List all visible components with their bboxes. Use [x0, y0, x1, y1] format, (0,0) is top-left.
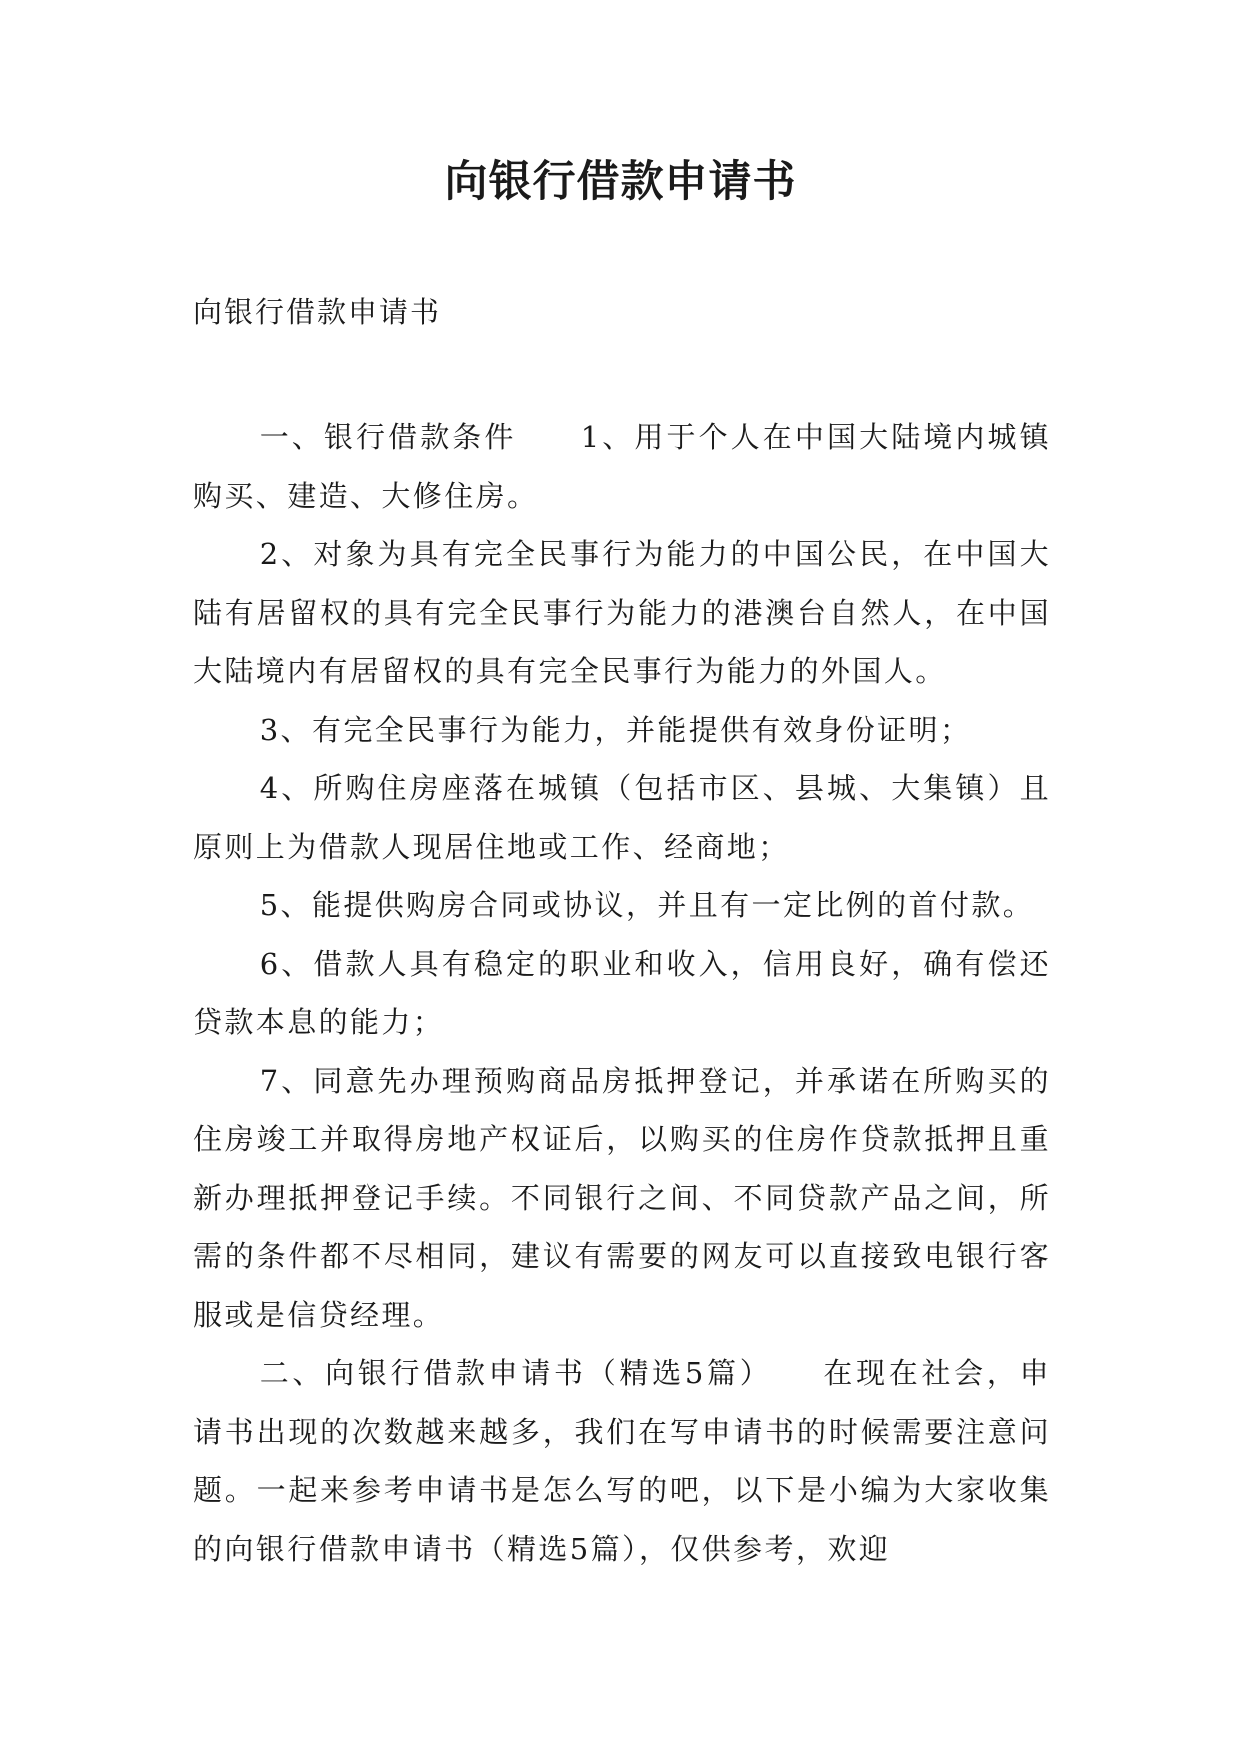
paragraph-application-intro: 二、向银行借款申请书（精选5篇） 在现在社会，申请书出现的次数越来越多，我们在写申请书的时候需要注意问题。一起来参考申请书是怎么写的吧，以下是小编为大家收集的向银行借款申请书（精选5篇），仅供参考，欢迎 [193, 1356, 1051, 1566]
document-subtitle: 向银行借款申请书 [193, 295, 442, 329]
paragraph-capacity-identity: 3、有完全民事行为能力，并能提供有效身份证明； [259, 712, 972, 747]
paragraph-income-credit: 6、借款人具有稳定的职业和收入，信用良好，确有偿还贷款本息的能力； [193, 946, 1051, 1039]
paragraph-mortgage-registration: 7、同意先办理预购商品房抵押登记，并承诺在所购买的住房竣工并取得房地产权证后，以购买的住房作贷款抵押且重新办理抵押登记手续。不同银行之间、不同贷款产品之间，所需的条件都不尽相同，建议有需要的网友可以直接致电银行客服或是信贷经理。 [193, 1063, 1051, 1332]
paragraph-purchase-contract: 5、能提供购房合同或协议，并且有一定比例的首付款。 [259, 888, 1035, 922]
paragraph-housing-location: 4、所购住房座落在城镇（包括市区、县城、大集镇）且原则上为借款人现居住地或工作、经商地； [193, 771, 1051, 864]
paragraph-eligible-applicants: 2、对象为具有完全民事行为能力的中国公民，在中国大陆有居留权的具有完全民事行为能力的港澳台自然人，在中国大陆境内有居留权的具有完全民事行为能力的外国人。 [193, 537, 1051, 688]
document-body [193, 408, 1051, 1578]
document-title: 向银行借款申请书 [444, 157, 797, 207]
paragraph-loan-conditions: 一、银行借款条件 1、用于个人在中国大陆境内城镇购买、建造、大修住房。 [193, 420, 1051, 513]
